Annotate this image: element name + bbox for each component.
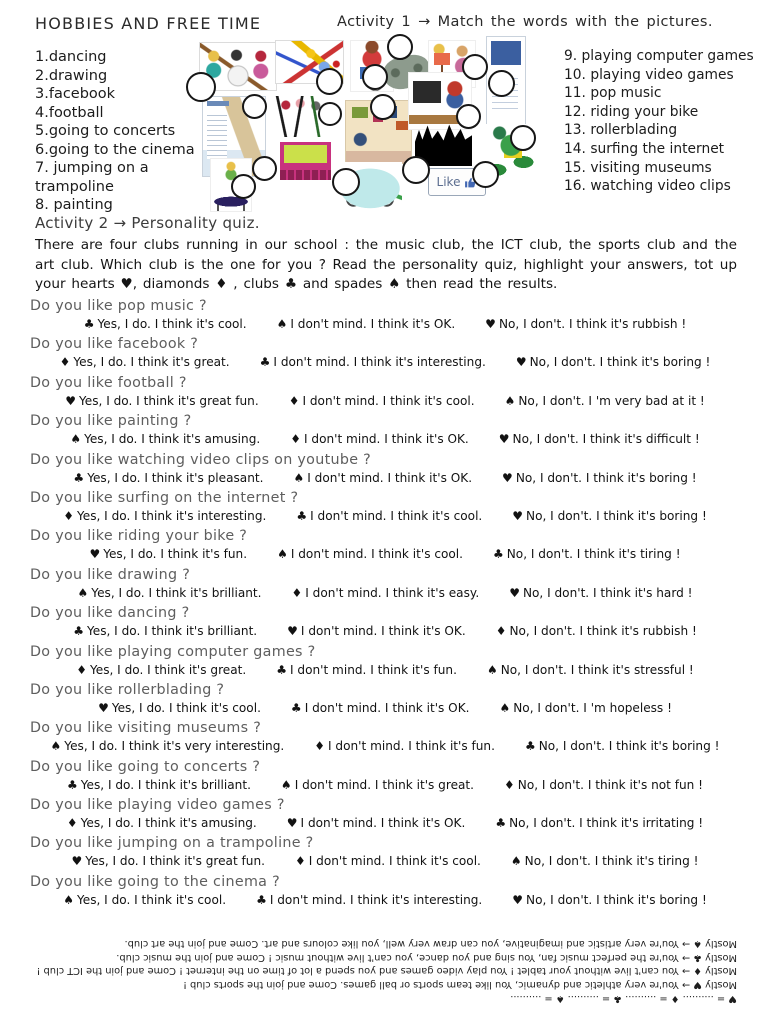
quiz-answer-neutral: [293, 470, 472, 487]
quiz-answers-row: [30, 853, 740, 870]
quiz-answer-text: Yes, I do. I think it's great.: [89, 662, 247, 677]
quiz-answer-text: Yes, I do. I think it's cool.: [76, 892, 227, 907]
quiz-answer-yes: [76, 662, 246, 679]
word-list-item: 16. watching video clips: [564, 178, 731, 195]
suit-icon: ♠: [510, 854, 522, 869]
suit-icon: ♥: [286, 816, 298, 831]
quiz-answer-text: No, I don't. I 'm hopeless !: [513, 700, 672, 715]
word-list-item: 9. playing computer games: [564, 48, 754, 64]
quiz-question-block: [30, 411, 740, 449]
quiz-answer-text: I don't mind. I think it's cool.: [308, 854, 481, 869]
quiz-answer-no: [512, 508, 707, 525]
quiz-answers-row: [30, 815, 740, 832]
match-circle: [456, 104, 481, 129]
quiz-question: Do you like riding your bike ?: [30, 528, 248, 545]
quiz-question: Do you like playing computer games ?: [30, 643, 316, 660]
match-circle: [488, 70, 515, 97]
quiz-answer-text: I don't mind. I think it's interesting.: [273, 355, 486, 370]
quiz-answer-text: No, I don't. I think it's boring !: [515, 470, 697, 485]
quiz-answer-text: Yes, I do. I think it's amusing.: [80, 816, 257, 831]
quiz-answer-yes: [67, 777, 251, 794]
quiz-answer-text: Yes, I do. I think it's cool.: [97, 317, 247, 331]
quiz-answer-no: [516, 354, 711, 371]
suit-icon: ♦: [504, 777, 515, 792]
suit-icon: ♣: [73, 470, 85, 485]
suit-icon: ♠: [63, 892, 74, 907]
suit-icon: ♠: [277, 547, 288, 562]
quiz-question-block: [30, 833, 740, 871]
quiz-answers-row: [30, 585, 740, 602]
like-button-label: Like: [436, 175, 461, 189]
quiz-answer-text: No, I don't. I think it's tiring !: [524, 854, 699, 869]
results-lines: [36, 936, 737, 991]
quiz-results-upside-down: [36, 936, 737, 1005]
suit-icon: ♦: [59, 355, 71, 370]
quiz-answers-row: [30, 662, 740, 679]
quiz-answer-neutral: [290, 431, 469, 448]
quiz-answer-text: I don't mind. I think it's great.: [294, 777, 475, 792]
quiz-answer-yes: [51, 738, 285, 755]
quiz-answer-text: No, I don't. I think it's hard !: [522, 585, 693, 600]
quiz-answer-text: Yes, I do. I think it's very interesting.: [64, 739, 285, 754]
quiz-answer-no: [499, 700, 671, 717]
activity2-heading: Activity 2 → Personality quiz.: [35, 214, 260, 232]
suit-icon: ♣: [276, 662, 287, 677]
quiz-question-block: [30, 603, 740, 641]
quiz-answer-no: [505, 393, 705, 410]
quiz-answer-text: Yes, I do. I think it's great.: [73, 355, 230, 370]
quiz-answer-text: I don't mind. I think it's OK.: [307, 470, 473, 485]
suit-icon: ♦: [294, 854, 306, 869]
quiz-answer-text: Yes, I do. I think it's great fun.: [85, 854, 265, 869]
quiz-answer-text: I don't mind. I think it's fun.: [290, 662, 457, 677]
quiz-question: Do you like surfing on the internet ?: [30, 489, 299, 506]
quiz-question: Do you like pop music ?: [30, 298, 207, 314]
quiz-question-block: [30, 757, 740, 795]
match-circle: [316, 68, 343, 95]
quiz-answer-yes: [72, 853, 265, 870]
quiz-answer-text: No, I don't. I think it's boring !: [538, 739, 720, 754]
suit-icon: ♥: [89, 547, 101, 562]
activity1-heading: Activity 1 → Match the words with the pictures.: [337, 14, 713, 30]
result-line: Mostly ♠ → You're very artistic and imaginative, you can draw very well, you like colours and art. Come and join the art club.: [124, 937, 737, 949]
match-circle: [462, 54, 488, 80]
suit-icon: ♥: [509, 585, 520, 600]
suit-icon: ♥: [502, 470, 513, 485]
quiz-answer-neutral: [277, 546, 463, 563]
quiz-answer-yes: [63, 892, 226, 909]
quiz-answer-no: [511, 853, 699, 870]
quiz-question: Do you like going to the cinema ?: [30, 873, 280, 890]
suit-icon: ♥: [71, 854, 83, 869]
quiz-answer-yes: [78, 585, 262, 602]
quiz-answer-text: No, I don't. I think it's difficult !: [512, 432, 700, 447]
quiz-answer-text: I don't mind. I think it's OK.: [303, 432, 469, 447]
quiz-answer-neutral: [276, 662, 457, 679]
suit-icon: ♣: [495, 816, 507, 831]
suit-icon: ♥: [512, 892, 524, 907]
match-circle: [370, 94, 396, 120]
quiz-answer-neutral: [287, 815, 466, 832]
word-list-item: 3.facebook: [35, 86, 116, 102]
match-circle: [510, 125, 536, 151]
match-circle: [186, 72, 216, 102]
quiz-question-block: [30, 642, 740, 680]
quiz-question-block: [30, 334, 740, 372]
word-list-item: 12. riding your bike: [564, 103, 699, 120]
word-list-item: 11. pop music: [564, 85, 662, 102]
quiz-answer-yes: [89, 546, 247, 563]
quiz-answer-yes: [65, 393, 258, 410]
quiz-question-block: [30, 795, 740, 833]
word-list-item: 6.going to the cinema: [35, 141, 195, 158]
quiz-answer-text: Yes, I do. I think it's amusing.: [84, 432, 261, 447]
suit-icon: ♠: [499, 700, 511, 715]
quiz-question: Do you like playing video games ?: [30, 797, 285, 814]
match-circle: [362, 64, 388, 90]
quiz-answers-row: [30, 546, 740, 563]
quiz-answer-no: [512, 892, 707, 909]
suit-icon: ♥: [287, 624, 298, 639]
suit-icon: ♣: [259, 355, 271, 370]
quiz-answer-no: [502, 470, 697, 487]
quiz-question-block: [30, 718, 740, 756]
suit-icon: ♣: [83, 317, 95, 331]
quiz-question: Do you like watching video clips on youtube ?: [30, 451, 372, 468]
quiz-answers-row: [30, 738, 740, 755]
quiz-question-block: [30, 296, 740, 334]
quiz-answers-row: [30, 508, 740, 525]
quiz-answer-text: I don't mind. I think it's OK.: [290, 317, 456, 331]
score-tally-line: ♥ = .......... ♦ = .......... ♣ = .......... ♠ = ..........: [510, 992, 737, 1004]
quiz-question: Do you like football ?: [30, 374, 187, 391]
word-list-item: 14. surfing the internet: [564, 140, 725, 157]
quiz-answer-no: [504, 777, 703, 794]
activity2-intro: There are four clubs running in our school : the music club, the ICT club, the sports club and the art club. Which club is the one for you ? Read the personality quiz, highlight your answers, tot up your hearts ♥, diamonds ♦ , clubs ♣ and spades ♠ then read the results.: [35, 237, 737, 292]
quiz-answer-text: Yes, I do. I think it's brilliant.: [80, 777, 251, 792]
quiz-answer-text: No, I don't. I think it's not fun !: [517, 777, 704, 792]
quiz-answer-no: [495, 815, 703, 832]
quiz-answer-yes: [73, 623, 257, 640]
result-line: Mostly ♦ → You can't live without your tablet ! You play video games and you spend a lot of time on the internet ! Come and join the ICT club !: [36, 965, 737, 977]
quiz-answer-text: Yes, I do. I think it's interesting.: [76, 508, 267, 523]
suit-icon: ♠: [280, 777, 292, 792]
suit-icon: ♥: [515, 355, 527, 370]
quiz-question: Do you like rollerblading ?: [30, 681, 225, 698]
suit-icon: ♦: [63, 508, 74, 523]
match-circle: [402, 156, 430, 184]
quiz-answer-neutral: [260, 354, 486, 371]
suit-icon: ♣: [524, 739, 536, 754]
suit-icon: ♣: [290, 700, 302, 715]
result-line: Mostly ♥ → You're very athletic and dynamic, You like team sports or ball games. Come and join the sports club !: [183, 979, 737, 991]
suit-icon: ♠: [77, 585, 89, 600]
quiz-question: Do you like going to concerts ?: [30, 758, 261, 775]
quiz-answer-no: [485, 316, 686, 333]
quiz-answers-row: [30, 354, 740, 371]
quiz-question: Do you like dancing ?: [30, 605, 190, 622]
quiz-answer-text: No, I don't. I think it's rubbish !: [509, 624, 697, 639]
quiz-answer-text: No, I don't. I think it's rubbish !: [498, 317, 687, 331]
word-list-item: 15. visiting museums: [564, 159, 712, 176]
word-list-item: 8. painting: [35, 197, 113, 213]
quiz-question: Do you like facebook ?: [30, 336, 199, 353]
quiz-answer-text: I don't mind. I think it's cool.: [310, 508, 483, 523]
suit-icon: ♥: [98, 700, 109, 715]
match-circle: [387, 34, 413, 60]
suit-icon: ♠: [50, 739, 62, 754]
quiz-question: Do you like jumping on a trampoline ?: [30, 835, 314, 852]
quiz-answer-text: I don't mind. I think it's fun.: [328, 739, 495, 754]
quiz-answer-neutral: [289, 393, 475, 410]
word-list-left: [35, 48, 195, 215]
suit-icon: ♠: [486, 662, 498, 677]
quiz-answers-row: [30, 470, 740, 487]
quiz-answer-neutral: [291, 700, 470, 717]
suit-icon: ♦: [288, 393, 300, 408]
quiz-answer-text: No, I don't. I 'm very bad at it !: [518, 393, 705, 408]
quiz-answer-neutral: [281, 777, 474, 794]
quiz-answer-text: I don't mind. I think it's OK.: [300, 816, 466, 831]
suit-icon: ♦: [495, 624, 507, 639]
quiz-answer-text: No, I don't. I think it's boring !: [526, 892, 707, 907]
suit-icon: ♥: [498, 432, 510, 447]
suit-icon: ♠: [293, 470, 305, 485]
quiz-answer-neutral: [291, 585, 479, 602]
quiz-answer-no: [525, 738, 720, 755]
quiz-answer-yes: [84, 316, 247, 333]
quiz-answer-yes: [63, 508, 266, 525]
suit-icon: ♦: [291, 585, 303, 600]
quiz-answer-text: Yes, I do. I think it's brilliant.: [86, 624, 258, 639]
suit-icon: ♠: [504, 393, 516, 408]
word-list-item: 1.dancing: [35, 49, 107, 65]
quiz-answer-text: Yes, I do. I think it's brilliant.: [91, 585, 262, 600]
quiz-answers-row: [30, 431, 740, 448]
suit-icon: ♥: [65, 393, 76, 408]
quiz-answer-yes: [98, 700, 261, 717]
match-circle: [231, 174, 256, 199]
quiz-answer-no: [509, 585, 692, 602]
quiz-answer-text: Yes, I do. I think it's cool.: [111, 700, 261, 715]
match-circle: [242, 94, 267, 119]
quiz-answer-yes: [60, 354, 230, 371]
page-title: HOBBIES AND FREE TIME: [35, 14, 262, 33]
quiz-answer-text: Yes, I do. I think it's pleasant.: [87, 470, 264, 485]
word-list-item: 2.drawing: [35, 67, 108, 84]
quiz-question: Do you like painting ?: [30, 413, 192, 430]
suit-icon: ♣: [256, 892, 267, 907]
suit-icon: ♣: [296, 508, 308, 523]
cinema-clipart: [280, 142, 331, 180]
quiz-answer-text: I don't mind. I think it's cool.: [302, 393, 475, 408]
quiz-question-block: [30, 565, 740, 603]
suit-icon: ♠: [276, 317, 288, 331]
quiz-answer-text: No, I don't. I think it's tiring !: [506, 547, 681, 562]
quiz-question-block: [30, 488, 740, 526]
quiz-answers-row: [30, 892, 740, 909]
suit-icon: ♦: [66, 816, 78, 831]
suit-icon: ♦: [76, 662, 87, 677]
quiz-answer-text: No, I don't. I think it's boring !: [529, 355, 711, 370]
suit-icon: ♣: [493, 547, 504, 562]
quiz-answer-text: I don't mind. I think it's easy.: [305, 585, 480, 600]
quiz-section: [30, 296, 740, 910]
suit-icon: ♦: [314, 739, 326, 754]
quiz-answer-neutral: [256, 892, 482, 909]
quiz-answer-no: [487, 662, 694, 679]
quiz-answer-text: I don't mind. I think it's OK.: [300, 624, 466, 639]
quiz-answer-text: No, I don't. I think it's boring !: [526, 508, 707, 523]
suit-icon: ♣: [73, 624, 84, 639]
suit-icon: ♥: [512, 508, 524, 523]
suit-icon: ♦: [290, 432, 301, 447]
quiz-question-block: [30, 450, 740, 488]
quiz-answer-yes: [67, 815, 257, 832]
result-line: Mostly ♣ → You're the perfect music fan, You sing and you dance, you can't live without music ! Come and join the music club.: [116, 951, 737, 963]
quiz-question: Do you like visiting museums ?: [30, 720, 262, 737]
quiz-answer-text: No, I don't. I think it's irritating !: [509, 816, 704, 831]
quiz-answer-text: Yes, I do. I think it's great fun.: [79, 393, 259, 408]
match-circle: [332, 168, 360, 196]
suit-icon: ♥: [485, 317, 496, 331]
quiz-answer-no: [499, 431, 700, 448]
quiz-answer-text: I don't mind. I think it's interesting.: [269, 892, 483, 907]
word-list-item: 7. jumping on a trampoline: [35, 160, 149, 195]
quiz-question: Do you like drawing ?: [30, 566, 191, 583]
suit-icon: ♣: [66, 777, 78, 792]
quiz-answer-yes: [70, 431, 260, 448]
quiz-question-block: [30, 680, 740, 718]
word-list-item: 4.football: [35, 104, 104, 121]
quiz-answer-neutral: [277, 316, 456, 333]
quiz-question-block: [30, 373, 740, 411]
word-list-item: 10. playing video games: [564, 66, 734, 83]
suit-icon: ♠: [70, 432, 82, 447]
word-list-right: [564, 47, 764, 196]
quiz-answer-text: I don't mind. I think it's OK.: [304, 700, 470, 715]
match-pictures-collage: [190, 30, 538, 212]
quiz-answer-text: Yes, I do. I think it's fun.: [103, 547, 248, 562]
quiz-answer-yes: [73, 470, 263, 487]
quiz-answer-text: No, I don't. I think it's stressful !: [500, 662, 694, 677]
match-circle: [252, 156, 277, 181]
quiz-answer-neutral: [296, 508, 482, 525]
quiz-answer-neutral: [295, 853, 481, 870]
quiz-answer-text: I don't mind. I think it's cool.: [290, 547, 463, 562]
word-list-item: 13. rollerblading: [564, 122, 678, 139]
quiz-question-block: [30, 526, 740, 564]
quiz-answers-row: [30, 316, 740, 333]
match-circle: [472, 161, 499, 188]
quiz-answers-row: [30, 623, 740, 640]
word-list-item: 5.going to concerts: [35, 123, 176, 139]
quiz-answer-no: [493, 546, 681, 563]
quiz-answers-row: [30, 700, 740, 717]
quiz-answers-row: [30, 393, 740, 410]
quiz-answer-no: [496, 623, 697, 640]
quiz-answer-neutral: [287, 623, 466, 640]
match-circle: [318, 102, 342, 126]
quiz-answer-neutral: [314, 738, 495, 755]
quiz-question-block: [30, 872, 740, 910]
quiz-answers-row: [30, 777, 740, 794]
